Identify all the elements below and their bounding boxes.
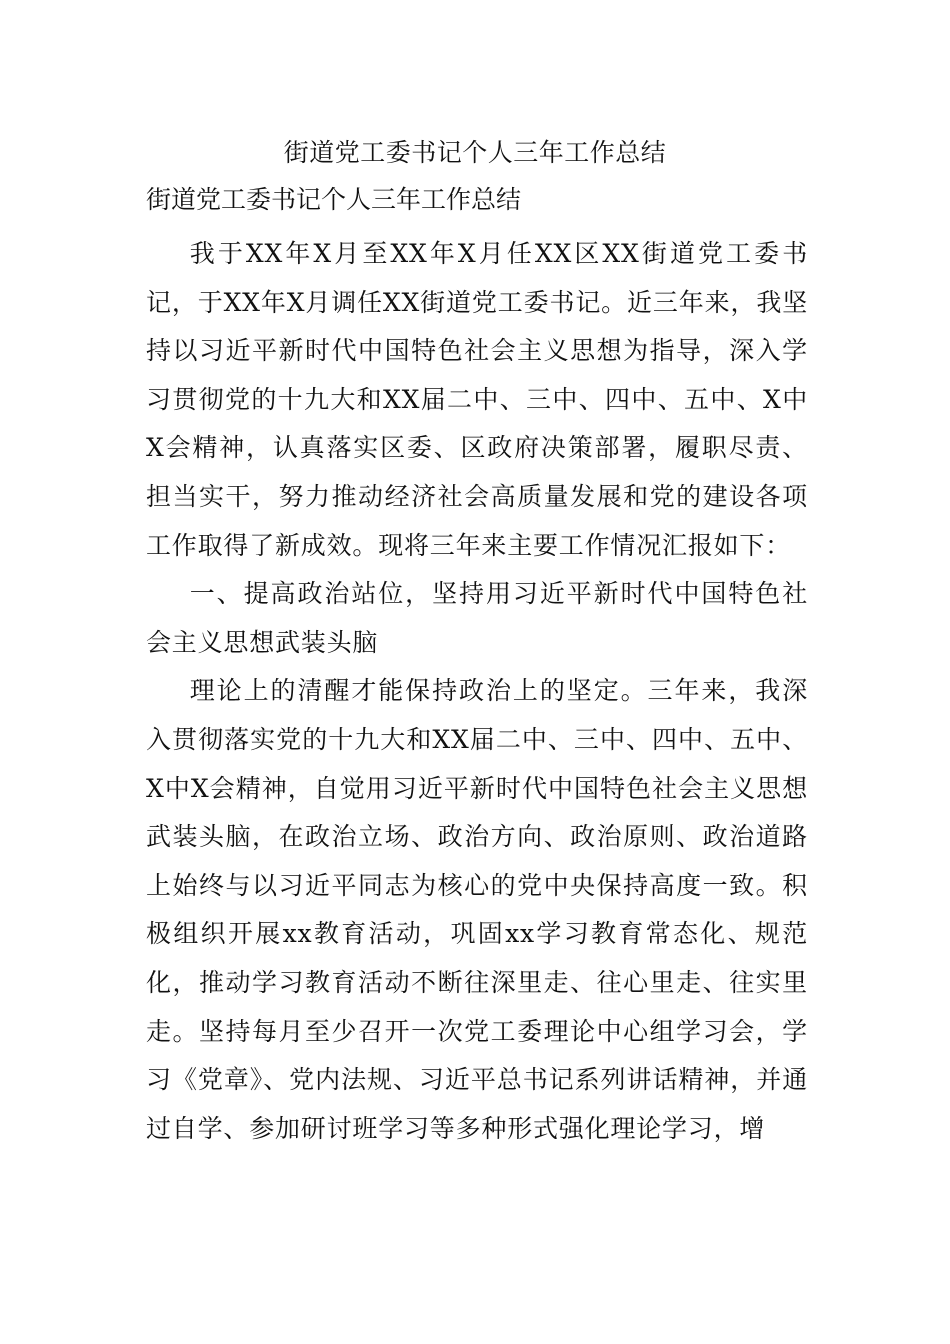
- document-title: 街道党工委书记个人三年工作总结: [283, 138, 667, 167]
- document-body: [146, 230, 808, 1153]
- section-heading-1: 一、提高政治站位，坚持用习近平新时代中国特色社会主义思想武装头脑: [146, 579, 808, 657]
- document-subtitle: 街道党工委书记个人三年工作总结: [146, 185, 522, 214]
- body-paragraph: 理论上的清醒才能保持政治上的坚定。三年来，我深入贯彻落实党的十九大和XX届二中、三中、四中、五中、X中X会精神，自觉用习近平新时代中国特色社会主义思想武装头脑，在政治立场、政治方向、政治原则、政治道路上始终与以习近平同志为核心的党中央保持高度一致。积极组织开展xx教育活动，巩固xx学习教育常态化、规范化，推动学习教育活动不断往深里走、往心里走、往实里走。坚持每月至少召开一次党工委理论中心组学习会，学习《党章》、党内法规、习近平总书记系列讲话精神，并通过自学、参加研讨班学习等多种形式强化理论学习，增: [146, 676, 808, 1143]
- intro-paragraph: 我于XX年X月至XX年X月任XX区XX街道党工委书记，于XX年X月调任XX街道党工委书记。近三年来，我坚持以习近平新时代中国特色社会主义思想为指导，深入学习贯彻党的十九大和XX届二中、三中、四中、五中、X中X会精神，认真落实区委、区政府决策部署，履职尽责、担当实干，努力推动经济社会高质量发展和党的建设各项工作取得了新成效。现将三年来主要工作情况汇报如下：: [146, 239, 808, 560]
